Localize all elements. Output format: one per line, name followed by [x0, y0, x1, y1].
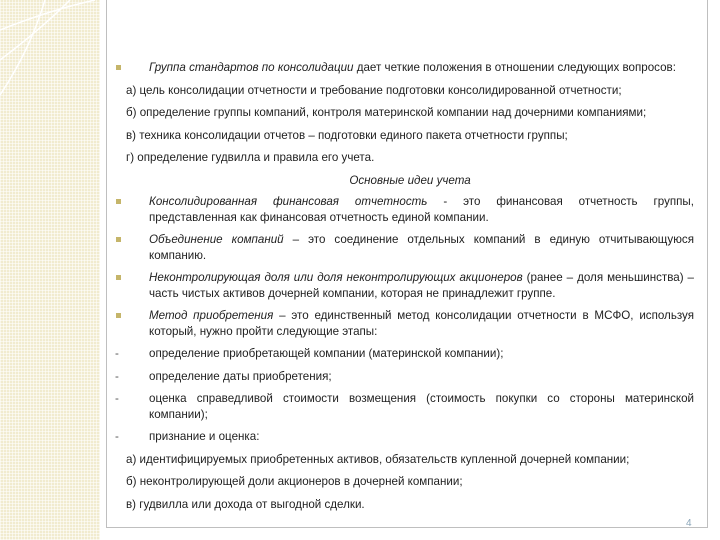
term: Консолидированная финансовая отчетность	[149, 195, 428, 208]
section-heading: Основные идеи учета	[349, 173, 471, 187]
decorative-curves	[0, 0, 100, 120]
square-bullet-icon	[116, 313, 121, 318]
item-text: определение даты приобретения;	[149, 369, 332, 383]
item-text: определение приобретающей компании (материнской компании);	[149, 347, 504, 360]
dash-icon: -	[115, 369, 119, 383]
square-bullet-icon	[116, 275, 121, 280]
dash-item	[115, 391, 694, 422]
term: Неконтролирующая доля или доля неконтролирующих акционеров	[149, 271, 523, 284]
paragraph: в) техника консолидации отчетов – подготовки единого пакета отчетности группы;	[126, 128, 568, 142]
item-text: – это соединение отдельных компаний в единую отчитывающуюся компанию.	[149, 233, 694, 262]
page-number: 4	[686, 518, 692, 529]
term: Группа стандартов по консолидации	[149, 61, 354, 74]
bullet-item	[126, 60, 694, 76]
paragraph: а) цель консолидации отчетности и требование подготовки консолидированной отчетности;	[126, 83, 622, 97]
paragraph: б) неконтролирующей доли акционеров в дочерней компании;	[126, 475, 463, 488]
item-text: – это единственный метод консолидации отчетности в МСФО, используя который, нужно пройти следующие этапы:	[149, 309, 694, 338]
decorative-side-pattern	[0, 0, 100, 540]
paragraph: г) определение гудвилла и правила его учета.	[126, 151, 375, 164]
square-bullet-icon	[116, 237, 121, 242]
item-text: оценка справедливой стоимости возмещения (стоимость покупки со стороны материнской компании);	[149, 392, 694, 421]
item-text: признание и оценка:	[149, 430, 260, 443]
slide-content	[115, 60, 694, 519]
term: Объединение компаний	[149, 233, 284, 246]
item-text: дает четкие положения в отношении следующих вопросов:	[353, 61, 676, 74]
dash-icon: -	[115, 430, 119, 443]
square-bullet-icon	[116, 65, 121, 70]
dash-item	[115, 369, 694, 385]
paragraph: в) гудвилла или дохода от выгодной сделки.	[126, 497, 365, 511]
bullet-item	[126, 308, 694, 339]
dash-icon: -	[115, 347, 119, 360]
item-text: - это финансовая отчетность группы, представленная как финансовая отчетность единой компании.	[149, 195, 694, 224]
dash-item	[115, 429, 694, 445]
item-text: (ранее – доля меньшинства) – часть чистых активов дочерней компании, которая не принадлежит группе.	[149, 271, 694, 300]
paragraph: а) идентифицируемых приобретенных активов, обязательств купленной дочерней компании;	[126, 452, 630, 466]
square-bullet-icon	[116, 199, 121, 204]
bullet-item	[126, 194, 694, 225]
term: Метод приобретения	[149, 309, 274, 322]
dash-icon: -	[115, 392, 119, 405]
paragraph: б) определение группы компаний, контроля материнской компании над дочерними компаниями;	[126, 106, 647, 119]
dash-item	[115, 346, 694, 362]
bullet-item	[126, 232, 694, 263]
bullet-item	[126, 270, 694, 301]
